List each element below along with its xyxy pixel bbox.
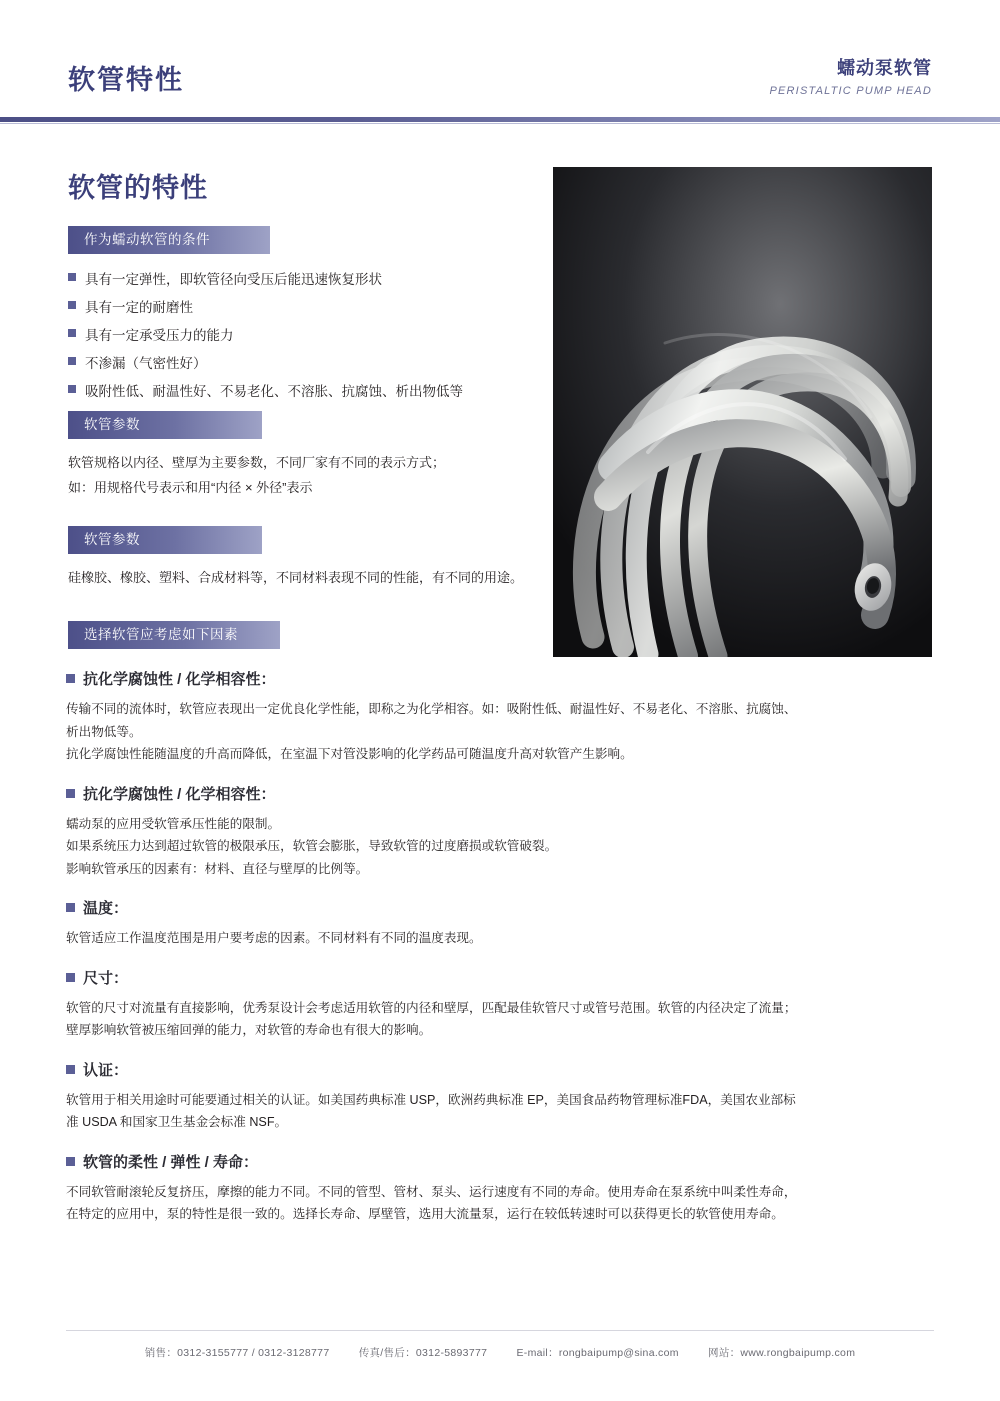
factor-line: 传输不同的流体时，软管应表现出一定优良化学性能，即称之为化学相容。如：吸附性低、耐温性好、不易老化、不溶胀、抗腐蚀、 <box>66 702 797 716</box>
list-item-label: 具有一定的耐磨性 <box>85 300 193 315</box>
hose-coil-photo <box>553 167 932 657</box>
factor-line: 软管用于相关用途时可能要通过相关的认证。如美国药典标准 USP，欧洲药典标准 EP，美国食品药物管理标准FDA，美国农业部标 <box>66 1092 796 1107</box>
footer-fax: 传真/售后：0312-5893777 <box>358 1347 488 1359</box>
factor-title <box>66 1059 866 1080</box>
factor-line: 在特定的应用中，泵的特性是很一致的。选择长寿命、厚壁管，选用大流量泵，运行在较低转速时可以获得更长的软管使用寿命。 <box>66 1207 784 1221</box>
square-bullet-icon <box>68 329 76 337</box>
square-bullet-icon <box>66 903 75 912</box>
footer-website[interactable]: 网站：www.rongbaipump.com <box>708 1347 856 1359</box>
list-item-label: 具有一定承受压力的能力 <box>85 328 234 343</box>
factor-title-label: 温度： <box>83 900 129 917</box>
hose-parameters-text <box>68 450 528 500</box>
chip-conditions: 作为蠕动软管的条件 <box>68 226 270 254</box>
square-bullet-icon <box>68 357 76 365</box>
conditions-list <box>68 268 528 408</box>
footer-divider <box>66 1330 934 1331</box>
factor-title <box>66 897 866 918</box>
factor-flexibility-life <box>66 1151 866 1226</box>
header-divider-thin <box>0 123 1000 124</box>
factor-line: 软管适应工作温度范围是用户要考虑的因素。不同材料有不同的温度表现。 <box>66 931 482 945</box>
factor-line: 软管的尺寸对流量有直接影响，优秀泵设计会考虑适用软管的内径和壁厚，匹配最佳软管尺寸或管号范围。软管的内径决定了流量； <box>66 1000 797 1015</box>
factor-title <box>66 783 866 804</box>
selection-factors-section <box>66 668 866 1243</box>
factor-line: 析出物低等。 <box>66 724 142 739</box>
factor-body <box>66 927 866 950</box>
square-bullet-icon <box>66 1157 75 1166</box>
factor-body <box>66 1181 866 1226</box>
list-item <box>68 296 528 316</box>
factor-line: 壁厚影响软管被压缩回弹的能力，对软管的寿命也有很大的影响。 <box>66 1023 432 1037</box>
factor-body <box>66 813 866 881</box>
list-item-label: 具有一定弹性，即软管径向受压后能迅速恢复形状 <box>85 272 382 287</box>
factor-title-label: 抗化学腐蚀性 / 化学相容性： <box>83 671 276 688</box>
factor-title-label: 抗化学腐蚀性 / 化学相容性： <box>83 785 276 803</box>
list-item-label: 吸附性低、耐温性好、不易老化、不溶胀、抗腐蚀、析出物低等 <box>85 384 463 399</box>
hose-material-text: 硅橡胶、橡胶、塑料、合成材料等，不同材料表现不同的性能，有不同的用途。 <box>68 570 524 585</box>
list-item <box>68 268 528 288</box>
header-brand-cn: 蠕动泵软管 <box>837 58 932 78</box>
square-bullet-icon <box>68 385 76 393</box>
page-header <box>0 0 1000 120</box>
factor-line: 准 USDA 和国家卫生基金会标准 NSF。 <box>66 1115 288 1129</box>
list-item-label: 不渗漏（气密性好） <box>85 356 207 371</box>
chip-selection-factors: 选择软管应考虑如下因素 <box>68 621 280 649</box>
factor-title-label: 尺寸： <box>83 969 129 987</box>
hose-parameters-line-2: 如：用规格代号表示和用“内径 × 外径”表示 <box>68 480 313 495</box>
factor-line: 蠕动泵的应用受软管承压性能的限制。 <box>66 816 281 831</box>
header-title: 软管特性 <box>68 65 184 95</box>
factor-title-label: 认证： <box>83 1061 129 1079</box>
factor-size <box>66 967 866 1042</box>
footer-email[interactable]: E-mail：rongbaipump@sina.com <box>516 1347 679 1359</box>
square-bullet-icon <box>66 973 75 982</box>
factor-body <box>66 1089 866 1134</box>
square-bullet-icon <box>68 273 76 281</box>
square-bullet-icon <box>66 674 75 683</box>
factor-title <box>66 668 866 689</box>
square-bullet-icon <box>66 789 75 798</box>
factor-line: 抗化学腐蚀性能随温度的升高而降低，在室温下对管没影响的化学药品可随温度升高对软管产生影响。 <box>66 747 633 761</box>
factor-line: 不同软管耐滚轮反复挤压，摩擦的能力不同。不同的管型、管材、泵头、运行速度有不同的寿命。使用寿命在泵系统中叫柔性寿命， <box>66 1184 797 1199</box>
list-item <box>68 324 528 344</box>
header-divider <box>0 117 1000 122</box>
factor-body <box>66 698 866 766</box>
square-bullet-icon <box>68 301 76 309</box>
factor-chemical-resistance-1 <box>66 668 866 766</box>
header-brand <box>769 54 932 97</box>
list-item <box>68 380 528 400</box>
factor-body <box>66 997 866 1042</box>
factor-certification <box>66 1059 866 1134</box>
factor-title <box>66 1151 866 1172</box>
factor-chemical-resistance-2 <box>66 783 866 881</box>
factor-temperature <box>66 897 866 950</box>
chip-hose-parameters: 软管参数 <box>68 411 262 439</box>
page-footer <box>0 1345 1000 1360</box>
factor-title <box>66 967 866 988</box>
list-item <box>68 352 528 372</box>
header-brand-en: PERISTALTIC PUMP HEAD <box>769 85 932 97</box>
factor-title-label: 软管的柔性 / 弹性 / 寿命： <box>83 1153 259 1171</box>
factor-line: 如果系统压力达到超过软管的极限承压，软管会膨胀，导致软管的过度磨损或软管破裂。 <box>66 839 558 853</box>
hose-coil-illustration <box>553 167 932 657</box>
square-bullet-icon <box>66 1065 75 1074</box>
footer-sales: 销售：0312-3155777 / 0312-3128777 <box>144 1347 330 1359</box>
hose-parameters-line-1: 软管规格以内径、壁厚为主要参数，不同厂家有不同的表示方式； <box>68 455 446 470</box>
page-title: 软管的特性 <box>68 173 208 203</box>
factor-line: 影响软管承压的因素有：材料、直径与壁厚的比例等。 <box>66 861 369 876</box>
chip-hose-material: 软管参数 <box>68 526 262 554</box>
